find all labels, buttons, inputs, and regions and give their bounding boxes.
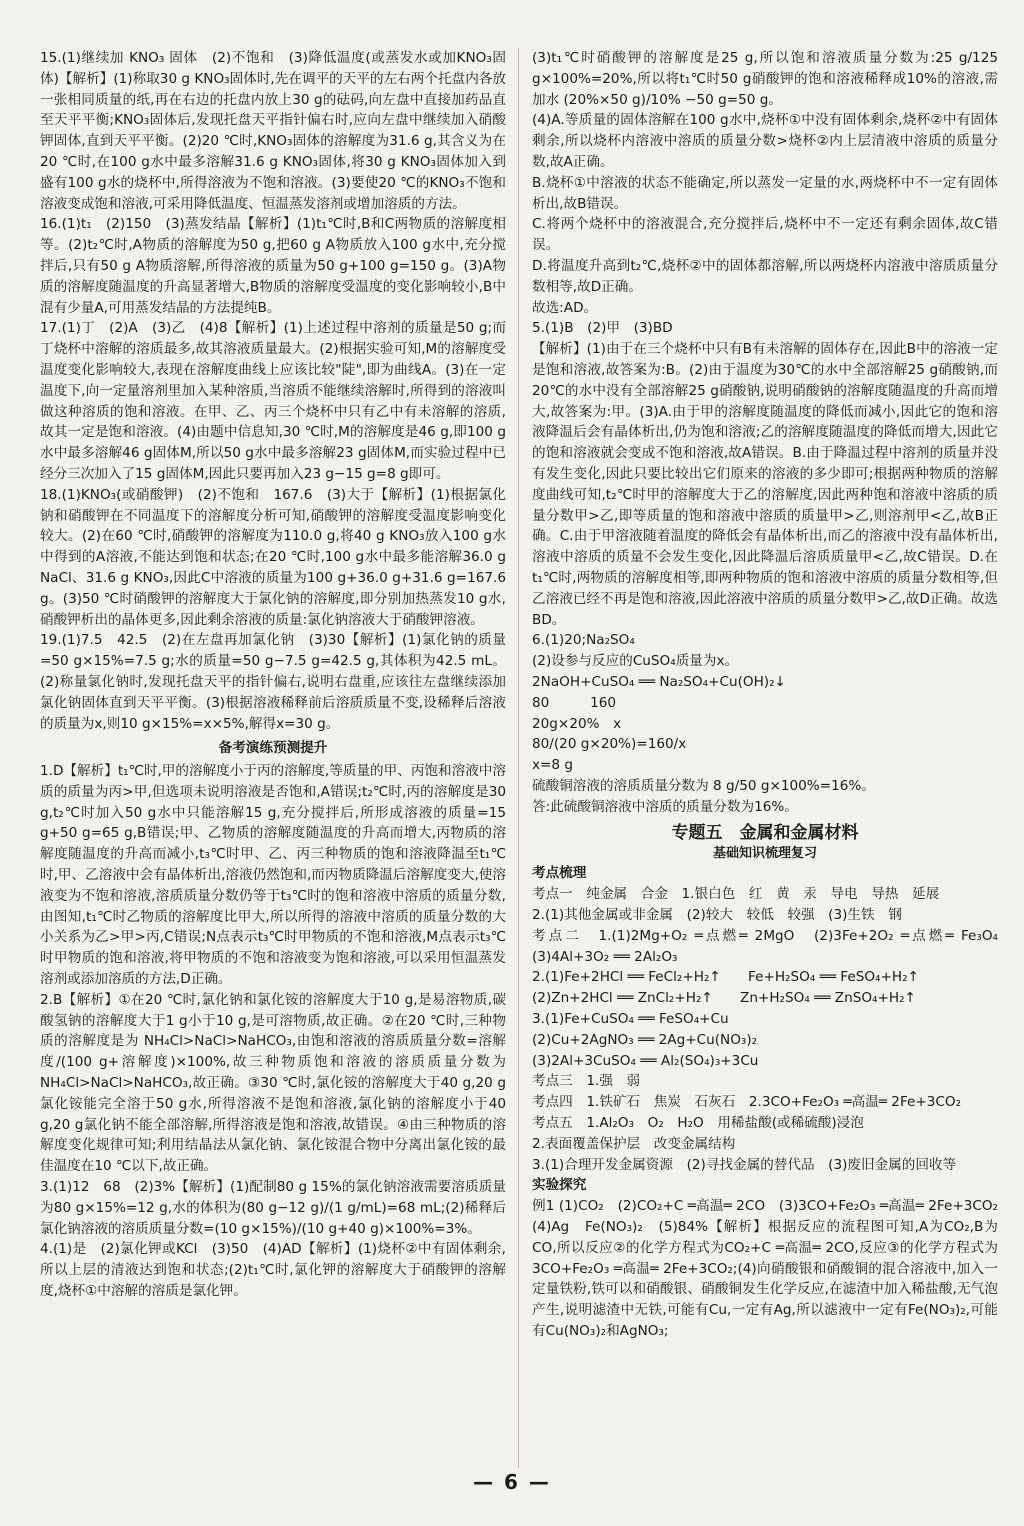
- answer-paragraph: 1.D【解析】t₁℃时,甲的溶解度小于丙的溶解度,等质量的甲、丙饱和溶液中溶质的质量为丙>甲,但选项未说明溶液是否饱和,A错误;t₂℃时,丙的溶解度是30 g,t₂℃时加入50 g水中只能溶解15 g,充分搅拌后,所形成溶液的质量=15 g+50 g=65 g,B错误;甲、乙物质的溶解度随温度的升高而增大,丙物质的溶解度随温度的升高而减小,t₃℃时甲、乙、丙三种物质的饱和溶液降温至t₁℃时,甲、乙溶液中会有晶体析出,溶液仍然饱和,而丙物质降温后溶解度变大,使溶液变为不饱和溶液,溶质质量分数仍等于t₃℃时的饱和溶液中溶质的质量分数,由图知,t₁℃时乙物质的溶解度比甲大,所以所得的溶液中溶质的质量分数的大小关系为乙>甲>丙,C错误;N点表示t₃℃时甲物质的不饱和溶液,M点表示t₃℃时甲物质的饱和溶液,将甲物质的不饱和溶液变为饱和溶液,可以采用恒温蒸发溶剂或添加溶质的方法,D正确。: [40, 763, 506, 988]
- answer-paragraph: 2.表面覆盖保护层 改变金属结构: [532, 1135, 736, 1152]
- answer-paragraph: 考点二 1.(1)2Mg+O₂ ═点燃═ 2MgO (2)3Fe+2O₂ ═点燃═ Fe₃O₄ (3)4Al+3O₂ ══ 2Al₂O₃: [532, 927, 1012, 965]
- answer-paragraph: 2.(1)其他金属或非金属 (2)较大 较低 较强 (3)生铁 钢: [532, 907, 902, 924]
- answer-paragraph: 考点四 1.铁矿石 焦炭 石灰石 2.3CO+Fe₂O₃ ═高温═ 2Fe+3CO₂: [532, 1094, 962, 1111]
- column-divider: [518, 48, 519, 1468]
- answer-paragraph: 2.(1)Fe+2HCl ══ FeCl₂+H₂↑ Fe+H₂SO₄ ══ FeSO₄+H₂↑: [532, 969, 919, 986]
- section-label: 实验探究: [532, 1177, 587, 1194]
- answer-paragraph: 考点五 1.Al₂O₃ O₂ H₂O 用稀盐酸(或稀硫酸)浸泡: [532, 1115, 864, 1132]
- answer-paragraph: (2)Zn+2HCl ══ ZnCl₂+H₂↑ Zn+H₂SO₄ ══ ZnSO₄+H₂↑: [532, 990, 916, 1007]
- answer-paragraph: 20g×20% x: [532, 715, 622, 732]
- section-label: 考点梳理: [532, 865, 587, 882]
- answer-paragraph: 答:此硫酸铜溶液中溶质的质量分数为16%。: [532, 798, 798, 815]
- answer-paragraph: 80 160: [532, 694, 617, 711]
- answer-paragraph: 【解析】(1)由于在三个烧杯中只有B有未溶解的固体存在,因此B中的溶液一定是饱和溶液,故答案为:B。(2)由于温度为30℃的水中全部溶解25 g硝酸钠,而20℃的水中没有全部溶解25 g硝酸钠,说明硝酸钠的溶解度随温度的升高而增大,故答案为:甲。(3)A.由于甲的溶解度随温度的降低而减小,因此它的饱和溶液降温后会有晶体析出,仍为饱和溶液;乙的溶解度随温度的降低而增大,因此它的饱和溶液就会变成不饱和溶液,故A错误。B.由于降温过程中溶剂的质量并没有发生变化,因此只要比较出它们原来的溶液的多少即可;根据两种物质的溶解度曲线可知,t₂℃时甲的溶解度大于乙的溶解度,因此两种饱和溶液中溶质的质量分数甲>乙,即等质量的饱和溶液中溶质的质量甲>乙,则溶剂甲<乙,故B正确。C.由于甲溶液随着温度的降低会有晶体析出,而乙的溶液中没有晶体析出,溶液中溶质的质量不会发生变化,因此降温后溶质质量甲<乙,故C错误。D.在t₁℃时,两物质的溶解度相等,即两种物质的饱和溶液中溶质的质量分数相等,但乙溶液已经不再是饱和溶液,因此溶液中溶质的质量分数甲>乙,故D正确。故选BD。: [532, 341, 998, 628]
- answer-paragraph: (3)t₁℃时硝酸钾的溶解度是25 g,所以饱和溶液质量分数为:25 g/125 g×100%=20%,所以将t₁℃时50 g硝酸钾的饱和溶液稀释成10%的溶液,需加水 (20%×50 g)/10% −50 g=50 g。: [532, 50, 998, 108]
- answer-paragraph: (2)Cu+2AgNO₃ ══ 2Ag+Cu(NO₃)₂: [532, 1031, 758, 1048]
- answer-paragraph: (3)2Al+3CuSO₄ ══ Al₂(SO₄)₃+3Cu: [532, 1052, 759, 1069]
- answer-paragraph: 17.(1)丁 (2)A (3)乙 (4)8【解析】(1)上述过程中溶剂的质量是50 g;而丁烧杯中溶解的溶质最多,故其溶液质量最大。(2)根据实验可知,M的溶解度受温度变化影响较大,表现在溶解度曲线上应该比较"陡",即为曲线A。(3)在一定温度下,向一定量溶剂里加入某种溶质,当溶质不能继续溶解时,所得到的溶液叫做这种溶质的饱和溶液。在甲、乙、丙三个烧杯中只有乙中有未溶解的溶质,故其一定是饱和溶液。(4)由题中信息知,30 ℃时,M的溶解度是46 g,即100 g水中最多溶解46 g固体M,所以50 g水中最多溶解23 g固体M,而实验过程中已经分三次加入了15 g固体M,因此只要再加入23 g−15 g=8 g即可。: [40, 320, 506, 482]
- chapter-subtitle: 基础知识梳理复习: [712, 846, 817, 862]
- answer-paragraph: 3.(1)合理开发金属资源 (2)寻找金属的替代品 (3)废旧金属的回收等: [532, 1156, 957, 1173]
- answer-paragraph: 考点一 纯金属 合金 1.银白色 红 黄 汞 导电 导热 延展: [532, 886, 940, 903]
- answer-paragraph: 16.(1)t₁ (2)150 (3)蒸发结晶【解析】(1)t₁℃时,B和C两物质的溶解度相等。(2)t₂℃时,A物质的溶解度为50 g,把60 g A物质放入100 g水中,充分搅拌后,只有50 g A物质溶解,所得溶液的质量为50 g+100 g=150 g。(3)A物质的溶解度随温度的升高显著增大,B物质的溶解度受温度的变化影响较小,B中混有少量A,可用蒸发结晶的方法提纯B。: [40, 216, 506, 316]
- section-heading: 备考演练预测提升: [218, 740, 328, 757]
- answer-paragraph: 6.(1)20;Na₂SO₄: [532, 632, 635, 649]
- answer-paragraph: 80/(20 g×20%)=160/x: [532, 736, 687, 753]
- left-column: [40, 48, 506, 1468]
- page-number: — 6 —: [473, 1470, 551, 1494]
- answer-paragraph: D.将温度升高到t₂℃,烧杯②中的固体都溶解,所以两烧杯内溶液中溶质质量分数相等,故D正确。: [532, 257, 998, 295]
- answer-paragraph: 18.(1)KNO₃(或硝酸钾) (2)不饱和 167.6 (3)大于【解析】(1)根据氯化钠和硝酸钾在不同温度下的溶解度分析可知,硝酸钾的溶解度受温度影响变化较大。(2)在60 ℃时,硝酸钾的溶解度为110.0 g,将40 g KNO₃放入100 g水中得到的A溶液,不能达到饱和状态;在20 ℃时,100 g水中最多能溶解36.0 g NaCl、31.6 g KNO₃,因此C中溶液的质量为100 g+36.0 g+31.6 g=167.6 g。(3)50 ℃时硝酸钾的溶解度大于氯化钠的溶解度,即分别加热蒸发10 g水,硝酸钾析出的晶体更多,因此剩余溶液的质量:氯化钠溶液大于硝酸钾溶液。: [40, 486, 506, 628]
- answer-paragraph: 3.(1)Fe+CuSO₄ ══ FeSO₄+Cu: [532, 1011, 729, 1028]
- answer-paragraph: (4)A.等质量的固体溶解在100 g水中,烧杯①中没有固体剩余,烧杯②中有固体剩余,所以烧杯内溶液中溶质的质量分数>烧杯②内上层清液中溶质的质量分数,故A正确。: [532, 112, 998, 170]
- answer-paragraph: 硫酸铜溶液的溶质质量分数为 8 g/50 g×100%=16%。: [532, 777, 875, 794]
- answer-paragraph: 4.(1)是 (2)氯化钾或KCl (3)50 (4)AD【解析】(1)烧杯②中有固体剩余,所以上层的清液达到饱和状态;(2)t₁℃时,氯化钾的溶解度大于硝酸钾的溶解度,烧杯①中溶解的溶质是氯化钾。: [40, 1241, 506, 1300]
- answer-paragraph: 考点三 1.强 弱: [532, 1073, 641, 1090]
- answer-paragraph: 3.(1)12 68 (2)3%【解析】(1)配制80 g 15%的氯化钠溶液需要溶质质量为80 g×15%=12 g,水的体积为(80 g−12 g)/(1 g/mL)=68 mL;(2)稀释后氯化钠溶液的溶质质量分数=(10 g×15%)/(10 g+40 g)×100%=3%。: [40, 1179, 506, 1237]
- answer-paragraph: 5.(1)B (2)甲 (3)BD: [532, 320, 673, 337]
- answer-paragraph: x=8 g: [532, 757, 574, 774]
- chapter-title: 专题五 金属和金属材料: [671, 823, 859, 844]
- right-column: [532, 48, 1012, 1468]
- answer-paragraph: 15.(1)继续加 KNO₃ 固体 (2)不饱和 (3)降低温度(或蒸发水或加KNO₃固体)【解析】(1)称取30 g KNO₃固体时,先在调平的天平的左右两个托盘内各放一张相同质量的纸,再在右边的托盘内放上30 g的砝码,向左盘中直接加药品直至天平平衡;KNO₃固体后,发现托盘天平指针偏右时,应向左盘中继续加入硝酸钾固体,直到天平平衡。(2)20 ℃时,KNO₃固体的溶解度为31.6 g,其含义为在20 ℃时,在100 g水中最多溶解31.6 g KNO₃固体,将30 g KNO₃固体加入到盛有100 g水的烧杯中,所得溶液为不饱和溶液。(3)要使20 ℃的KNO₃不饱和溶液变成饱和溶液,可采用降低温度、恒温蒸发溶剂或增加溶质的方法。: [40, 50, 506, 212]
- answer-paragraph: 19.(1)7.5 42.5 (2)在左盘再加氯化钠 (3)30【解析】(1)氯化钠的质量=50 g×15%=7.5 g;水的质量=50 g−7.5 g=42.5 g,其体积为42.5 mL。(2)称量氯化钠时,发现托盘天平的指针偏右,说明右盘重,应该往左盘继续添加氯化钠固体直到天平平衡。(3)根据溶液稀释前后溶质质量不变,设稀释后溶液的质量为x,则10 g×15%=x×5%,解得x=30 g。: [40, 632, 506, 732]
- answer-paragraph: C.将两个烧杯中的溶液混合,充分搅拌后,烧杯中不一定还有剩余固体,故C错误。: [532, 216, 998, 254]
- answer-paragraph: 故选:AD。: [532, 299, 598, 316]
- answer-paragraph: 例1 (1)CO₂ (2)CO₂+C ═高温═ 2CO (3)3CO+Fe₂O₃ ═高温═ 2Fe+3CO₂ (4)Ag Fe(NO₃)₂ (5)84%【解析】根据反应的流程图可知,A为CO₂,B为CO,所以反应②的化学方程式为CO₂+C ═高温═ 2CO,反应③的化学方程式为3CO+Fe₂O₃ ═高温═ 2Fe+3CO₂;(4)向硝酸银和硝酸铜的混合溶液中,加入一定量铁粉,铁可以和硝酸银、硝酸铜发生化学反应,在滤渣中加入稀盐酸,无气泡产生,说明滤渣中无铁,可能有Cu,一定有Ag,所以滤液中一定有Fe(NO₃)₂,可能有Cu(NO₃)₂和AgNO₃;: [532, 1198, 1012, 1340]
- answer-paragraph: 2NaOH+CuSO₄ ══ Na₂SO₄+Cu(OH)₂↓: [532, 673, 786, 690]
- answer-paragraph: B.烧杯①中溶液的状态不能确定,所以蒸发一定量的水,两烧杯中不一定有固体析出,故B错误。: [532, 174, 998, 212]
- answer-paragraph: 2.B【解析】①在20 ℃时,氯化钠和氯化铵的溶解度大于10 g,是易溶物质,碳酸氢钠的溶解度大于1 g小于10 g,是可溶物质,故正确。②在20 ℃时,三种物质的溶解度是为 NH₄Cl>NaCl>NaHCO₃,由饱和溶液的溶质质量分数=溶解度/(100 g+溶解度)×100%,故三种物质饱和溶液的溶质质量分数为NH₄Cl>NaCl>NaHCO₃,故正确。③30 ℃时,氯化铵的溶解度大于40 g,20 g氯化铵能完全溶于50 g水,所得溶液不是饱和溶液,氯化钠的溶解度小于40 g,20 g氯化钠不能全部溶解,所得溶液是饱和溶液,故错误。④由三种物质的溶解度变化规律可知;利用结晶法从氯化钠、氯化铵混合物中分离出氯化铵的最佳温度在10 ℃以下,故正确。: [40, 991, 506, 1175]
- answer-paragraph: (2)设参与反应的CuSO₄质量为x。: [532, 653, 739, 670]
